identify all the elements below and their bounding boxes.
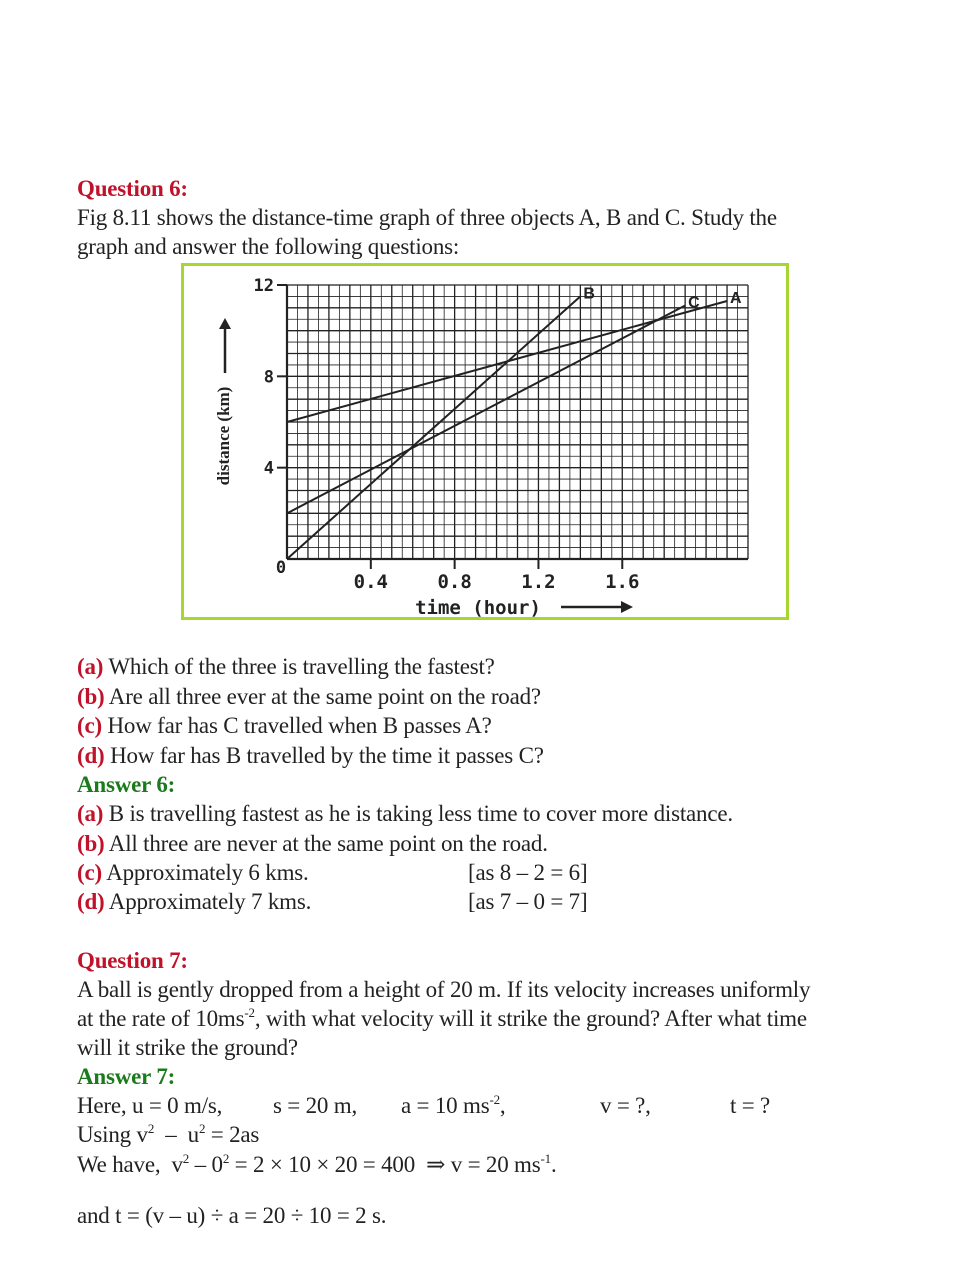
- origin-label: 0: [275, 558, 287, 578]
- y-tick-label: 8: [263, 367, 274, 388]
- a7-time-calc: and t = (v – u) ÷ a = 20 ÷ 10 = 2 s.: [77, 1203, 387, 1228]
- x-tick-label: 1.2: [521, 571, 556, 593]
- series-label-a: A: [730, 289, 742, 307]
- x-axis-label: time (hour): [415, 597, 541, 619]
- a7-velocity-calc: We have, $v^2 - 0^2 = 2 \times 10 \times 20 = 400$ ⇒ v = 20 $ms^{-1}$.: [77, 1151, 557, 1177]
- x-tick-label: 1.6: [605, 571, 640, 593]
- y-axis-label: distance (km): [214, 386, 233, 486]
- question-6-text: Fig 8.11 shows the distance-time graph of three objects A, B and C. Study the: [77, 205, 777, 230]
- question-7-text: A ball is gently dropped from a height of 20 m. If its velocity increases uniformly: [77, 977, 811, 1002]
- answer-7-heading: Answer 7:: [77, 1064, 176, 1089]
- q6-part-b: (b) Are all three ever at the same point on the road?: [77, 684, 541, 709]
- question-7-text-end: will it strike the ground?: [77, 1035, 298, 1060]
- a6-part-c: (c) Approximately 6 kms. [as 8 – 2 = 6]: [77, 860, 588, 885]
- a7-formula: Using $v^2 - u^2 = 2as$: [77, 1121, 260, 1147]
- q6-part-d: (d) How far has B travelled by the time it passes C?: [77, 743, 544, 768]
- q6-part-a: (a) Which of the three is travelling the fastest?: [77, 654, 495, 679]
- x-tick-label: 0.8: [437, 571, 472, 593]
- a7-given-values: Here, u = 0 m/s, s = 20 m, a = 10 $ms^{-2}$, v = ?, t = ?: [77, 1092, 771, 1118]
- a6-part-b: (b) All three are never at the same point on the road.: [77, 831, 548, 856]
- a6-part-d: (d) Approximately 7 kms. [as 7 – 0 = 7]: [77, 889, 588, 914]
- question-7-text-cont: at the rate of $10ms^{-2}$, with what velocity will it strike the ground? After what time: [77, 1005, 807, 1031]
- question-6-heading: Question 6:: [77, 176, 188, 201]
- q6-part-c: (c) How far has C travelled when B passes A?: [77, 713, 492, 738]
- series-label-b: B: [583, 285, 595, 303]
- answer-6-heading: Answer 6:: [77, 772, 176, 797]
- question-7-heading: Question 7:: [77, 948, 188, 973]
- a6-part-a: (a) B is travelling fastest as he is taking less time to cover more distance.: [77, 801, 733, 826]
- x-tick-label: 0.4: [353, 571, 388, 593]
- series-label-c: C: [688, 294, 700, 312]
- y-tick-label: 12: [253, 276, 274, 296]
- y-tick-label: 4: [263, 458, 274, 479]
- question-6-text-cont: graph and answer the following questions:: [77, 234, 460, 259]
- distance-time-graph: [181, 263, 789, 620]
- figure-frame: [183, 265, 788, 619]
